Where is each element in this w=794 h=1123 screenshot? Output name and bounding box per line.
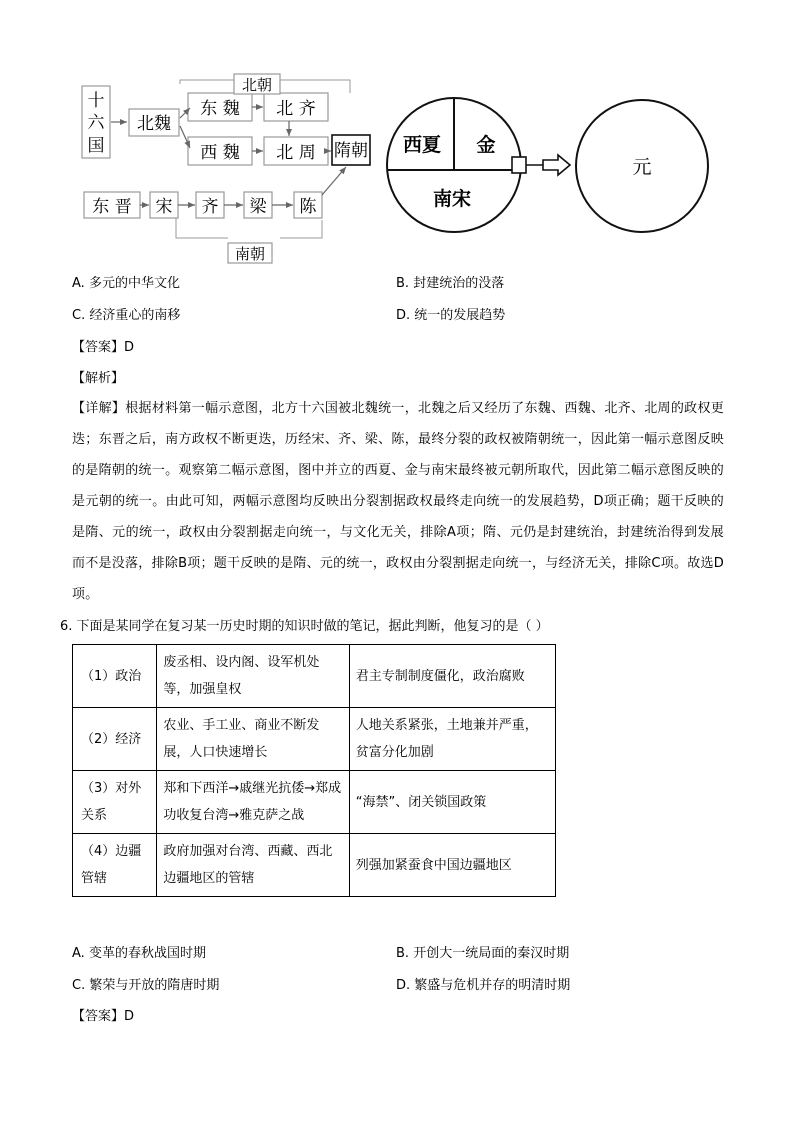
q5-option-d-text: 统一的发展趋势: [414, 308, 506, 323]
northern-zhou-label: 北 周: [276, 143, 316, 163]
row2-problem: 人地关系紧张，土地兼并严重，贫富分化加剧: [349, 708, 555, 771]
q5-option-a-text: 多元的中华文化: [88, 276, 180, 291]
nansong-label: 南宋: [432, 188, 472, 210]
row1-topic: （1）政治: [73, 645, 157, 708]
row3-achievement: 郑和下西洋→戚继光抗倭→郑成功收复台湾→雅克萨之战: [157, 771, 349, 834]
q6-option-a-text: 变革的春秋战国时期: [88, 946, 206, 961]
q6-option-a[interactable]: A. 变革的春秋战国时期: [72, 946, 206, 961]
q5-answer-tag: 【答案】: [72, 340, 125, 355]
q6-notes-table: [72, 644, 556, 897]
q6-answer: [72, 1007, 134, 1027]
liang-label: 梁: [249, 197, 267, 217]
eastern-jin-label: 东 晋: [92, 197, 132, 217]
row3-problem: “海禁”、闭关锁国政策: [349, 771, 555, 834]
q5-option-d[interactable]: D. 统一的发展趋势: [396, 308, 506, 323]
northern-bracket-left: [180, 80, 234, 84]
sixteen-kingdoms-char-3: 国: [87, 136, 105, 156]
history-diagrams: [0, 0, 794, 270]
northern-qi-label: 北 齐: [276, 99, 316, 119]
q5-detail-paragraph: 【详解】根据材料第一幅示意图，北方十六国被北魏统一，北魏之后又经历了东魏、西魏、北齐、北周的政权更迭；东晋之后，南方政权不断更迭，历经宋、齐、梁、陈，最终分裂的政权被隋朝统一，因此第一幅示意图反映的是隋朝的统一。观察第二幅示意图，图中并立的西夏、金与南宋最终被元朝所取代，因此第二幅示意图反映的是元朝的统一。由此可知，两幅示意图均反映出分裂割据政权最终走向统一的发展趋势，D项正确；题干反映的是隋、元的统一，政权由分裂割据走向统一，与文化无关，排除A项；隋、元仍是封建统治，封建统治得到发展而不是没落，排除B项；题干反映的是隋、元的统一，政权由分裂割据走向统一，与经济无关，排除C项。故选D项。: [72, 401, 724, 602]
row2-topic: （2）经济: [73, 708, 157, 771]
q5-answer: [72, 338, 134, 358]
q6-option-d[interactable]: D. 繁盛与危机并存的明清时期: [396, 978, 571, 993]
table-row: [73, 771, 556, 834]
row3-topic: （3）对外关系: [73, 771, 157, 834]
dynasty-succession-diagram: [82, 74, 370, 263]
western-wei-label: 西 魏: [200, 143, 240, 163]
yuan-unification-diagram: [387, 98, 708, 232]
row4-problem: 列强加紧蚕食中国边疆地区: [349, 834, 555, 897]
sixteen-kingdoms-char-1: 十: [87, 91, 105, 111]
q5-option-c[interactable]: C. 经济重心的南移: [72, 308, 181, 323]
sui-label: 隋朝: [334, 141, 368, 161]
yuan-label: 元: [632, 156, 652, 178]
northern-wei-label: 北魏: [137, 114, 171, 134]
northern-dynasties-label: 北朝: [241, 76, 273, 94]
song-label: 宋: [155, 197, 173, 217]
q6-option-d-text: 繁盛与危机并存的明清时期: [414, 978, 571, 993]
connector-block: [512, 157, 526, 173]
q5-option-c-text: 经济重心的南移: [89, 308, 181, 323]
eastern-wei-label: 东 魏: [200, 99, 240, 119]
row2-achievement: 农业、手工业、商业不断发展，人口快速增长: [157, 708, 349, 771]
qi-label: 齐: [201, 197, 219, 217]
row1-achievement: 废丞相、设内阁、设军机处等，加强皇权: [157, 645, 349, 708]
q5-option-b-text: 封建统治的没落: [413, 276, 505, 291]
table-row: [73, 834, 556, 897]
q6-answer-value: D: [124, 1009, 135, 1024]
row4-achievement: 政府加强对台湾、西藏、西北边疆地区的管辖: [157, 834, 349, 897]
row1-problem: 君主专制制度僵化，政治腐败: [349, 645, 555, 708]
table-row: [73, 645, 556, 708]
row4-topic: （4）边疆管辖: [73, 834, 157, 897]
q6-option-c[interactable]: C. 繁荣与开放的隋唐时期: [72, 978, 220, 993]
xixia-label: 西夏: [402, 134, 442, 156]
q5-option-b[interactable]: B. 封建统治的没落: [396, 276, 505, 291]
q6-stem: 6. 下面是某同学在复习某一历史时期的知识时做的笔记，据此判断，他复习的是（ ）: [60, 619, 549, 634]
hollow-arrow-icon: [543, 155, 570, 175]
jin-label: 金: [476, 134, 496, 156]
southern-bracket-right: [280, 220, 322, 238]
southern-bracket-left: [176, 218, 228, 238]
q5-option-a[interactable]: A. 多元的中华文化: [72, 276, 180, 291]
q6-option-b[interactable]: B. 开创大一统局面的秦汉时期: [396, 946, 570, 961]
arrow-chen-sui: [322, 167, 346, 195]
q6-option-c-text: 繁荣与开放的隋唐时期: [89, 978, 220, 993]
chen-label: 陈: [299, 197, 317, 217]
sixteen-kingdoms-char-2: 六: [87, 113, 105, 133]
q6-answer-tag: 【答案】: [72, 1009, 125, 1024]
q6-option-b-text: 开创大一统局面的秦汉时期: [413, 946, 570, 961]
southern-dynasties-label: 南朝: [234, 245, 266, 263]
table-row: [73, 708, 556, 771]
northern-bracket-right: [280, 80, 350, 93]
q5-analysis-tag: 【解析】: [72, 371, 125, 386]
q5-answer-value: D: [124, 340, 135, 355]
